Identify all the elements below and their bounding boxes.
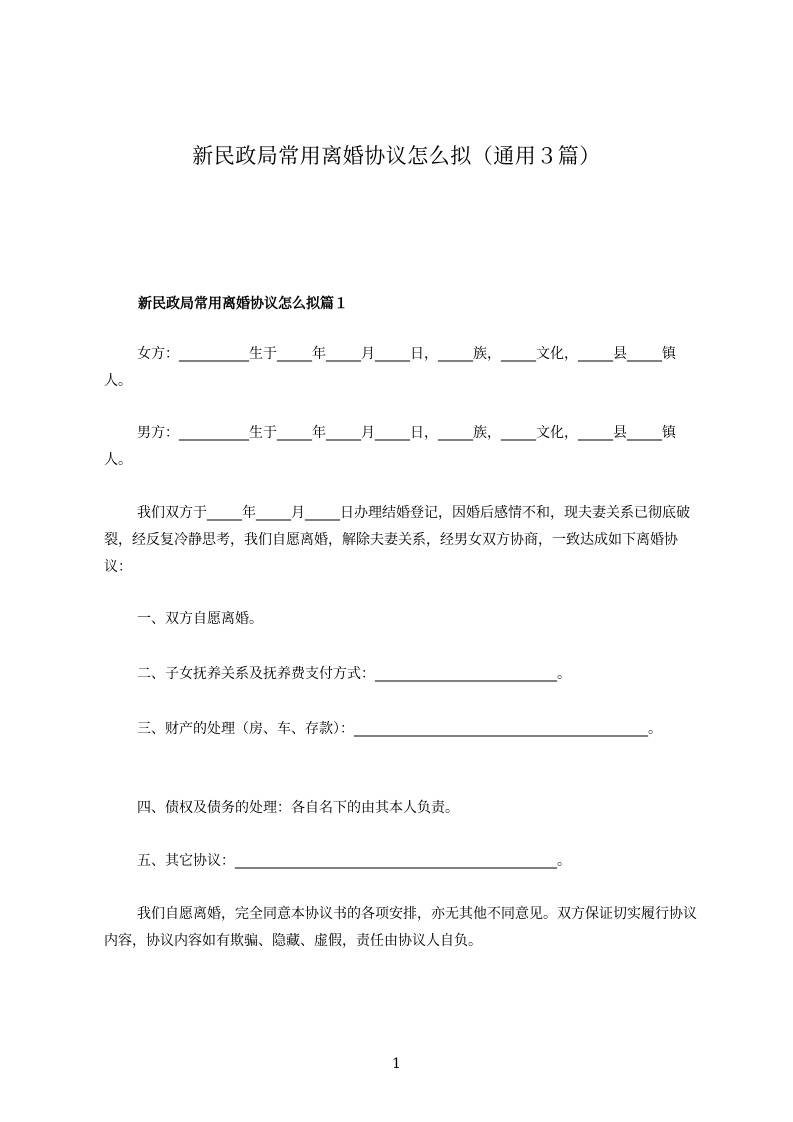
paragraph-marriage-statement: 我们双方于_____年_____月_____日办理结婚登记，因婚后感情不和，现夫妻关系已彻底破裂，经反复冷静思考，我们自愿离婚，解除夫妻关系，经男女双方协商，一致达成如下离婚协议：	[104, 505, 690, 575]
clause-2: 二、子女抚养关系及抚养费支付方式：__________________________。	[137, 666, 571, 682]
clause-5: 五、其它协议：______________________________________________。	[137, 853, 571, 869]
section-heading: 新民政局常用离婚协议怎么拟篇１	[138, 296, 348, 312]
clause-1: 一、双方自愿离婚。	[137, 611, 263, 627]
page-number: 1	[392, 1056, 401, 1072]
paragraph-closing-statement: 我们自愿离婚，完全同意本协议书的各项安排，亦无其他不同意见。双方保证切实履行协议内容，协议内容如有欺骗、隐藏、虚假，责任由协议人自负。	[104, 906, 697, 949]
paragraph-male-party: 男方：__________生于_____年_____月_____日，_____族，_____文化，_____县_____镇人。	[104, 425, 676, 468]
paragraph-female-party: 女方：__________生于_____年_____月_____日，_____族，_____文化，_____县_____镇人。	[104, 346, 676, 389]
document-title: 新民政局常用离婚协议怎么拟（通用３篇）	[192, 144, 601, 168]
clause-4: 四、债权及债务的处理：各自名下的由其本人负责。	[137, 800, 459, 816]
clause-3: 三、财产的处理（房、车、存款）：__________________________________________。	[137, 721, 662, 737]
